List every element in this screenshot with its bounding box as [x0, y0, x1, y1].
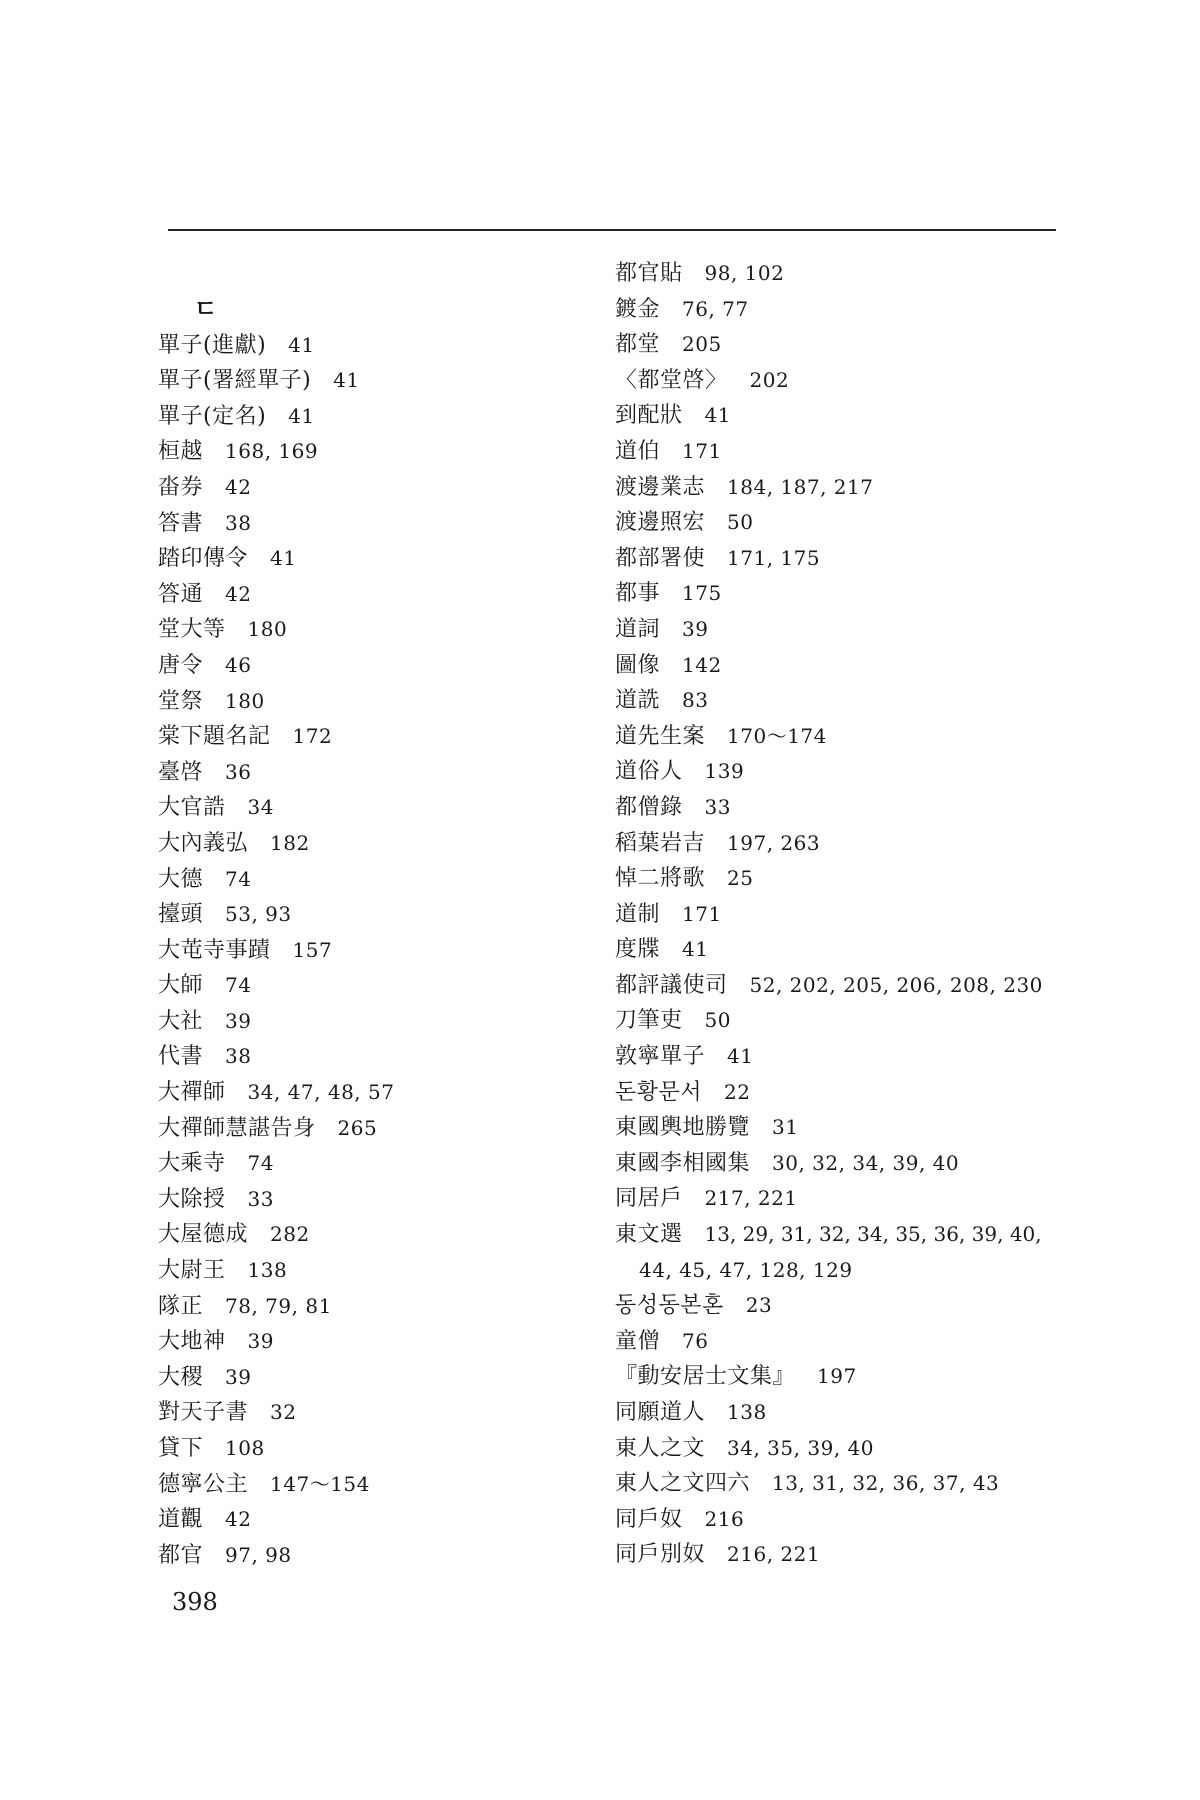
index-column-right	[615, 256, 1085, 1573]
index-entry	[615, 826, 1085, 862]
index-entry	[615, 1039, 1085, 1075]
index-term: 到配狀	[615, 403, 683, 429]
index-pages: 139	[704, 759, 745, 784]
index-term: 單子(進獻)	[158, 332, 267, 358]
index-entry	[615, 398, 1085, 434]
index-term: 道詞	[615, 616, 661, 642]
index-term: 同居戶	[615, 1186, 683, 1212]
index-term: 刀筆吏	[615, 1008, 683, 1034]
index-pages: 74	[247, 1151, 274, 1176]
index-term: 道伯	[615, 438, 661, 464]
index-entry	[615, 1146, 1085, 1182]
index-pages: 171	[682, 901, 722, 926]
index-entry	[158, 434, 598, 470]
index-entry	[615, 1181, 1085, 1217]
index-entry	[158, 826, 598, 862]
index-term: 答通	[158, 581, 204, 607]
index-entry	[158, 1324, 598, 1360]
index-pages: 197	[817, 1364, 857, 1389]
index-pages: 180	[225, 688, 265, 713]
index-term: 擡頭	[158, 902, 204, 928]
index-term: 道先生案	[615, 723, 706, 749]
index-entry	[158, 648, 598, 684]
index-term: 單子(署經單子)	[158, 368, 312, 394]
index-entry	[615, 292, 1085, 328]
index-pages: 217, 221	[704, 1186, 798, 1211]
index-term: 동성동본혼	[615, 1293, 724, 1319]
index-pages: 74	[225, 866, 252, 891]
index-entry	[158, 1289, 598, 1325]
index-entry	[615, 434, 1085, 470]
index-entry	[158, 399, 598, 435]
index-entry	[158, 577, 598, 613]
index-pages: 171	[682, 438, 722, 463]
index-pages: 205	[682, 332, 722, 357]
section-heading: ㄷ	[194, 295, 218, 323]
index-entry	[158, 862, 598, 898]
index-entry	[615, 1003, 1085, 1039]
index-pages: 36	[225, 759, 252, 784]
top-rule	[168, 229, 1056, 231]
index-pages: 53, 93	[225, 902, 292, 927]
index-term: 大尉王	[158, 1258, 226, 1284]
index-pages: 25	[727, 866, 754, 891]
index-pages: 52, 202, 205, 206, 208, 230	[749, 972, 1043, 997]
index-pages: 50	[704, 1008, 731, 1033]
index-pages: 78, 79, 81	[225, 1293, 332, 1318]
index-term: 桓越	[158, 439, 204, 465]
index-entry	[158, 684, 598, 720]
index-pages: 171, 175	[727, 545, 821, 570]
index-pages: 41	[288, 332, 315, 357]
index-term: 道俗人	[615, 759, 683, 785]
index-pages: 76, 77	[682, 296, 749, 321]
index-entry	[158, 363, 598, 399]
index-term: 堂祭	[158, 688, 204, 714]
index-term: 度牒	[615, 937, 661, 963]
index-pages: 41	[270, 546, 297, 571]
index-pages: 39	[682, 616, 709, 641]
index-term: 大禪師	[158, 1080, 226, 1106]
index-pages: 31	[772, 1115, 799, 1140]
index-entry	[615, 541, 1085, 577]
index-term: 隊正	[158, 1293, 204, 1319]
index-entry	[158, 1253, 598, 1289]
index-pages: 138	[727, 1400, 767, 1424]
index-pages: 33	[704, 794, 731, 819]
index-entry	[158, 1217, 598, 1253]
index-entry	[615, 1359, 1085, 1395]
index-pages: 13, 29, 31, 32, 34, 35, 36, 39, 40,	[704, 1222, 1042, 1247]
index-entry	[615, 327, 1085, 363]
index-entry	[615, 683, 1085, 719]
index-term: 都堂	[615, 332, 661, 358]
index-column-left	[158, 292, 598, 1573]
index-entry	[158, 1075, 598, 1111]
index-entry	[615, 897, 1085, 933]
index-pages: 41	[682, 937, 709, 962]
index-entry	[615, 505, 1085, 541]
page-number: 398	[172, 1588, 218, 1616]
index-term: 畓券	[158, 474, 204, 500]
index-term: 單子(定名)	[158, 403, 267, 429]
index-pages: 34, 47, 48, 57	[247, 1080, 395, 1105]
index-term: 悼二將歌	[615, 866, 706, 892]
index-entry	[615, 932, 1085, 968]
index-term: 『動安居士文集』	[615, 1364, 796, 1390]
index-pages: 41	[288, 403, 315, 428]
index-term: 堂大等	[158, 617, 226, 643]
index-pages: 22	[724, 1079, 751, 1104]
index-pages: 180	[247, 617, 288, 642]
index-entry	[158, 1360, 598, 1396]
index-pages: 98, 102	[704, 261, 785, 285]
index-entry	[158, 755, 598, 791]
index-term: 大除授	[158, 1186, 226, 1212]
index-entry	[158, 1004, 598, 1040]
index-term: 東國李相國集	[615, 1150, 751, 1176]
index-term: 答書	[158, 510, 204, 536]
index-term: 東人之文四六	[615, 1471, 751, 1497]
index-entry	[615, 648, 1085, 684]
index-entry	[615, 754, 1085, 790]
index-pages: 157	[292, 937, 333, 962]
index-pages: 108	[225, 1436, 265, 1460]
index-pages: 39	[225, 1008, 252, 1033]
index-entry	[615, 1502, 1085, 1538]
index-pages: 46	[225, 652, 252, 677]
index-entry	[158, 1395, 598, 1431]
index-term: 都事	[615, 581, 661, 607]
index-term: 圖像	[615, 652, 661, 678]
index-term: 代書	[158, 1044, 204, 1070]
index-term: 大德	[158, 866, 204, 892]
index-pages: 42	[225, 1507, 252, 1532]
index-term: 同戶奴	[615, 1506, 683, 1532]
index-pages: 33	[247, 1186, 274, 1211]
index-term: 大師	[158, 973, 204, 999]
index-pages: 170〜174	[727, 723, 827, 748]
index-pages: 197, 263	[727, 830, 821, 855]
index-pages-continued: 44, 45, 47, 128, 129	[639, 1257, 853, 1282]
index-term: 大禪師慧諶告身	[158, 1115, 316, 1141]
index-term: 돈황문서	[615, 1079, 703, 1105]
index-entry	[615, 861, 1085, 897]
index-pages: 168, 169	[225, 439, 319, 464]
index-term: 都官	[158, 1542, 204, 1568]
index-term: 踏印傳令	[158, 546, 249, 572]
index-entry	[615, 612, 1085, 648]
index-pages: 182	[270, 830, 310, 855]
index-term: 都官貼	[615, 261, 683, 286]
index-term: 大乘寺	[158, 1151, 226, 1177]
index-pages: 23	[745, 1293, 773, 1318]
index-term: 東文選	[615, 1222, 683, 1248]
index-pages: 74	[225, 973, 252, 998]
index-entry	[615, 363, 1085, 399]
index-entry	[158, 790, 598, 826]
index-pages: 138	[247, 1258, 288, 1283]
index-term: 棠下題名記	[158, 724, 271, 750]
index-pages: 13, 31, 32, 36, 37, 43	[772, 1471, 1000, 1496]
index-entry	[158, 933, 598, 969]
index-entry	[158, 1538, 598, 1574]
index-term: 道制	[615, 901, 661, 927]
index-pages: 265	[337, 1115, 378, 1140]
index-entry	[615, 256, 1085, 292]
index-term: 都部署使	[615, 545, 706, 571]
index-pages: 202	[749, 367, 790, 392]
index-pages: 41	[333, 368, 360, 393]
index-entry	[158, 1467, 598, 1503]
index-entry	[615, 1431, 1085, 1467]
index-term: 鍍金	[615, 296, 661, 322]
index-entry	[158, 1146, 598, 1182]
index-term: 童僧	[615, 1328, 661, 1354]
index-pages: 42	[225, 474, 252, 499]
index-entry	[615, 1110, 1085, 1146]
index-pages: 38	[225, 510, 252, 535]
index-pages: 97, 98	[225, 1542, 292, 1567]
index-term: 東國輿地勝覽	[615, 1115, 751, 1141]
index-pages: 39	[225, 1364, 252, 1389]
index-term: 渡邊業志	[615, 474, 706, 500]
index-pages: 42	[225, 581, 252, 606]
index-term: 唐令	[158, 652, 204, 678]
index-pages: 30, 32, 34, 39, 40	[772, 1150, 960, 1175]
index-pages: 216, 221	[727, 1542, 821, 1567]
index-pages: 175	[682, 581, 722, 606]
index-entry	[158, 1502, 598, 1538]
index-term: 大社	[158, 1008, 204, 1034]
index-entry	[615, 1466, 1085, 1502]
index-term: 渡邊照宏	[615, 510, 706, 536]
index-entry	[158, 1039, 598, 1075]
index-term: 同願道人	[615, 1400, 706, 1425]
index-pages: 83	[682, 688, 709, 713]
index-pages: 142	[682, 652, 722, 677]
index-term: 道觀	[158, 1507, 204, 1533]
index-entry	[158, 1182, 598, 1218]
index-entry	[158, 470, 598, 506]
index-entry	[615, 1395, 1085, 1431]
index-entry	[158, 612, 598, 648]
index-term: 大地神	[158, 1329, 226, 1355]
index-pages: 41	[727, 1044, 754, 1069]
index-entry	[158, 897, 598, 933]
index-entry	[615, 1075, 1085, 1111]
index-entry	[615, 719, 1085, 755]
index-term: 東人之文	[615, 1435, 706, 1461]
index-term: 大芚寺事蹟	[158, 937, 271, 963]
index-entry	[158, 1431, 598, 1467]
index-term: 大內義弘	[158, 830, 249, 856]
index-term: 大屋德成	[158, 1222, 249, 1248]
index-entry	[615, 1288, 1085, 1324]
index-term: 同戶別奴	[615, 1542, 706, 1568]
index-pages: 50	[727, 510, 754, 535]
index-pages: 282	[270, 1222, 310, 1247]
index-term: 敦寧單子	[615, 1044, 706, 1070]
index-term: 稻葉岩吉	[615, 830, 706, 856]
index-pages: 216	[704, 1506, 745, 1531]
index-pages: 184, 187, 217	[727, 474, 874, 499]
index-entry	[615, 968, 1085, 1004]
index-term: 〈都堂啓〉	[615, 367, 728, 393]
index-term: 德寧公主	[158, 1471, 249, 1497]
index-entry	[158, 506, 598, 542]
index-term: 貸下	[158, 1436, 204, 1461]
index-pages: 76	[682, 1328, 709, 1353]
index-entry	[615, 1324, 1085, 1360]
index-entry	[158, 541, 598, 577]
index-term: 大官誥	[158, 795, 226, 821]
index-pages: 147〜154	[270, 1471, 370, 1496]
index-pages: 39	[247, 1329, 274, 1354]
index-pages: 41	[704, 403, 731, 428]
index-pages: 38	[225, 1044, 252, 1069]
index-entry	[615, 1217, 1055, 1288]
index-term: 臺啓	[158, 759, 204, 785]
index-term: 大稷	[158, 1364, 204, 1390]
index-entry	[615, 790, 1085, 826]
index-term: 道詵	[615, 688, 661, 714]
index-pages: 34	[247, 795, 274, 820]
index-term: 都僧錄	[615, 794, 683, 820]
index-entry	[615, 1537, 1085, 1573]
index-entry	[158, 968, 598, 1004]
index-pages: 32	[270, 1400, 297, 1425]
index-term: 對天子書	[158, 1400, 249, 1426]
index-entry	[158, 1111, 598, 1147]
index-entry	[158, 719, 598, 755]
index-entry	[615, 470, 1085, 506]
index-pages: 172	[292, 724, 333, 749]
index-entry	[615, 576, 1085, 612]
index-entry	[158, 328, 598, 364]
index-pages: 34, 35, 39, 40	[727, 1435, 874, 1460]
index-term: 都評議使司	[615, 972, 728, 998]
